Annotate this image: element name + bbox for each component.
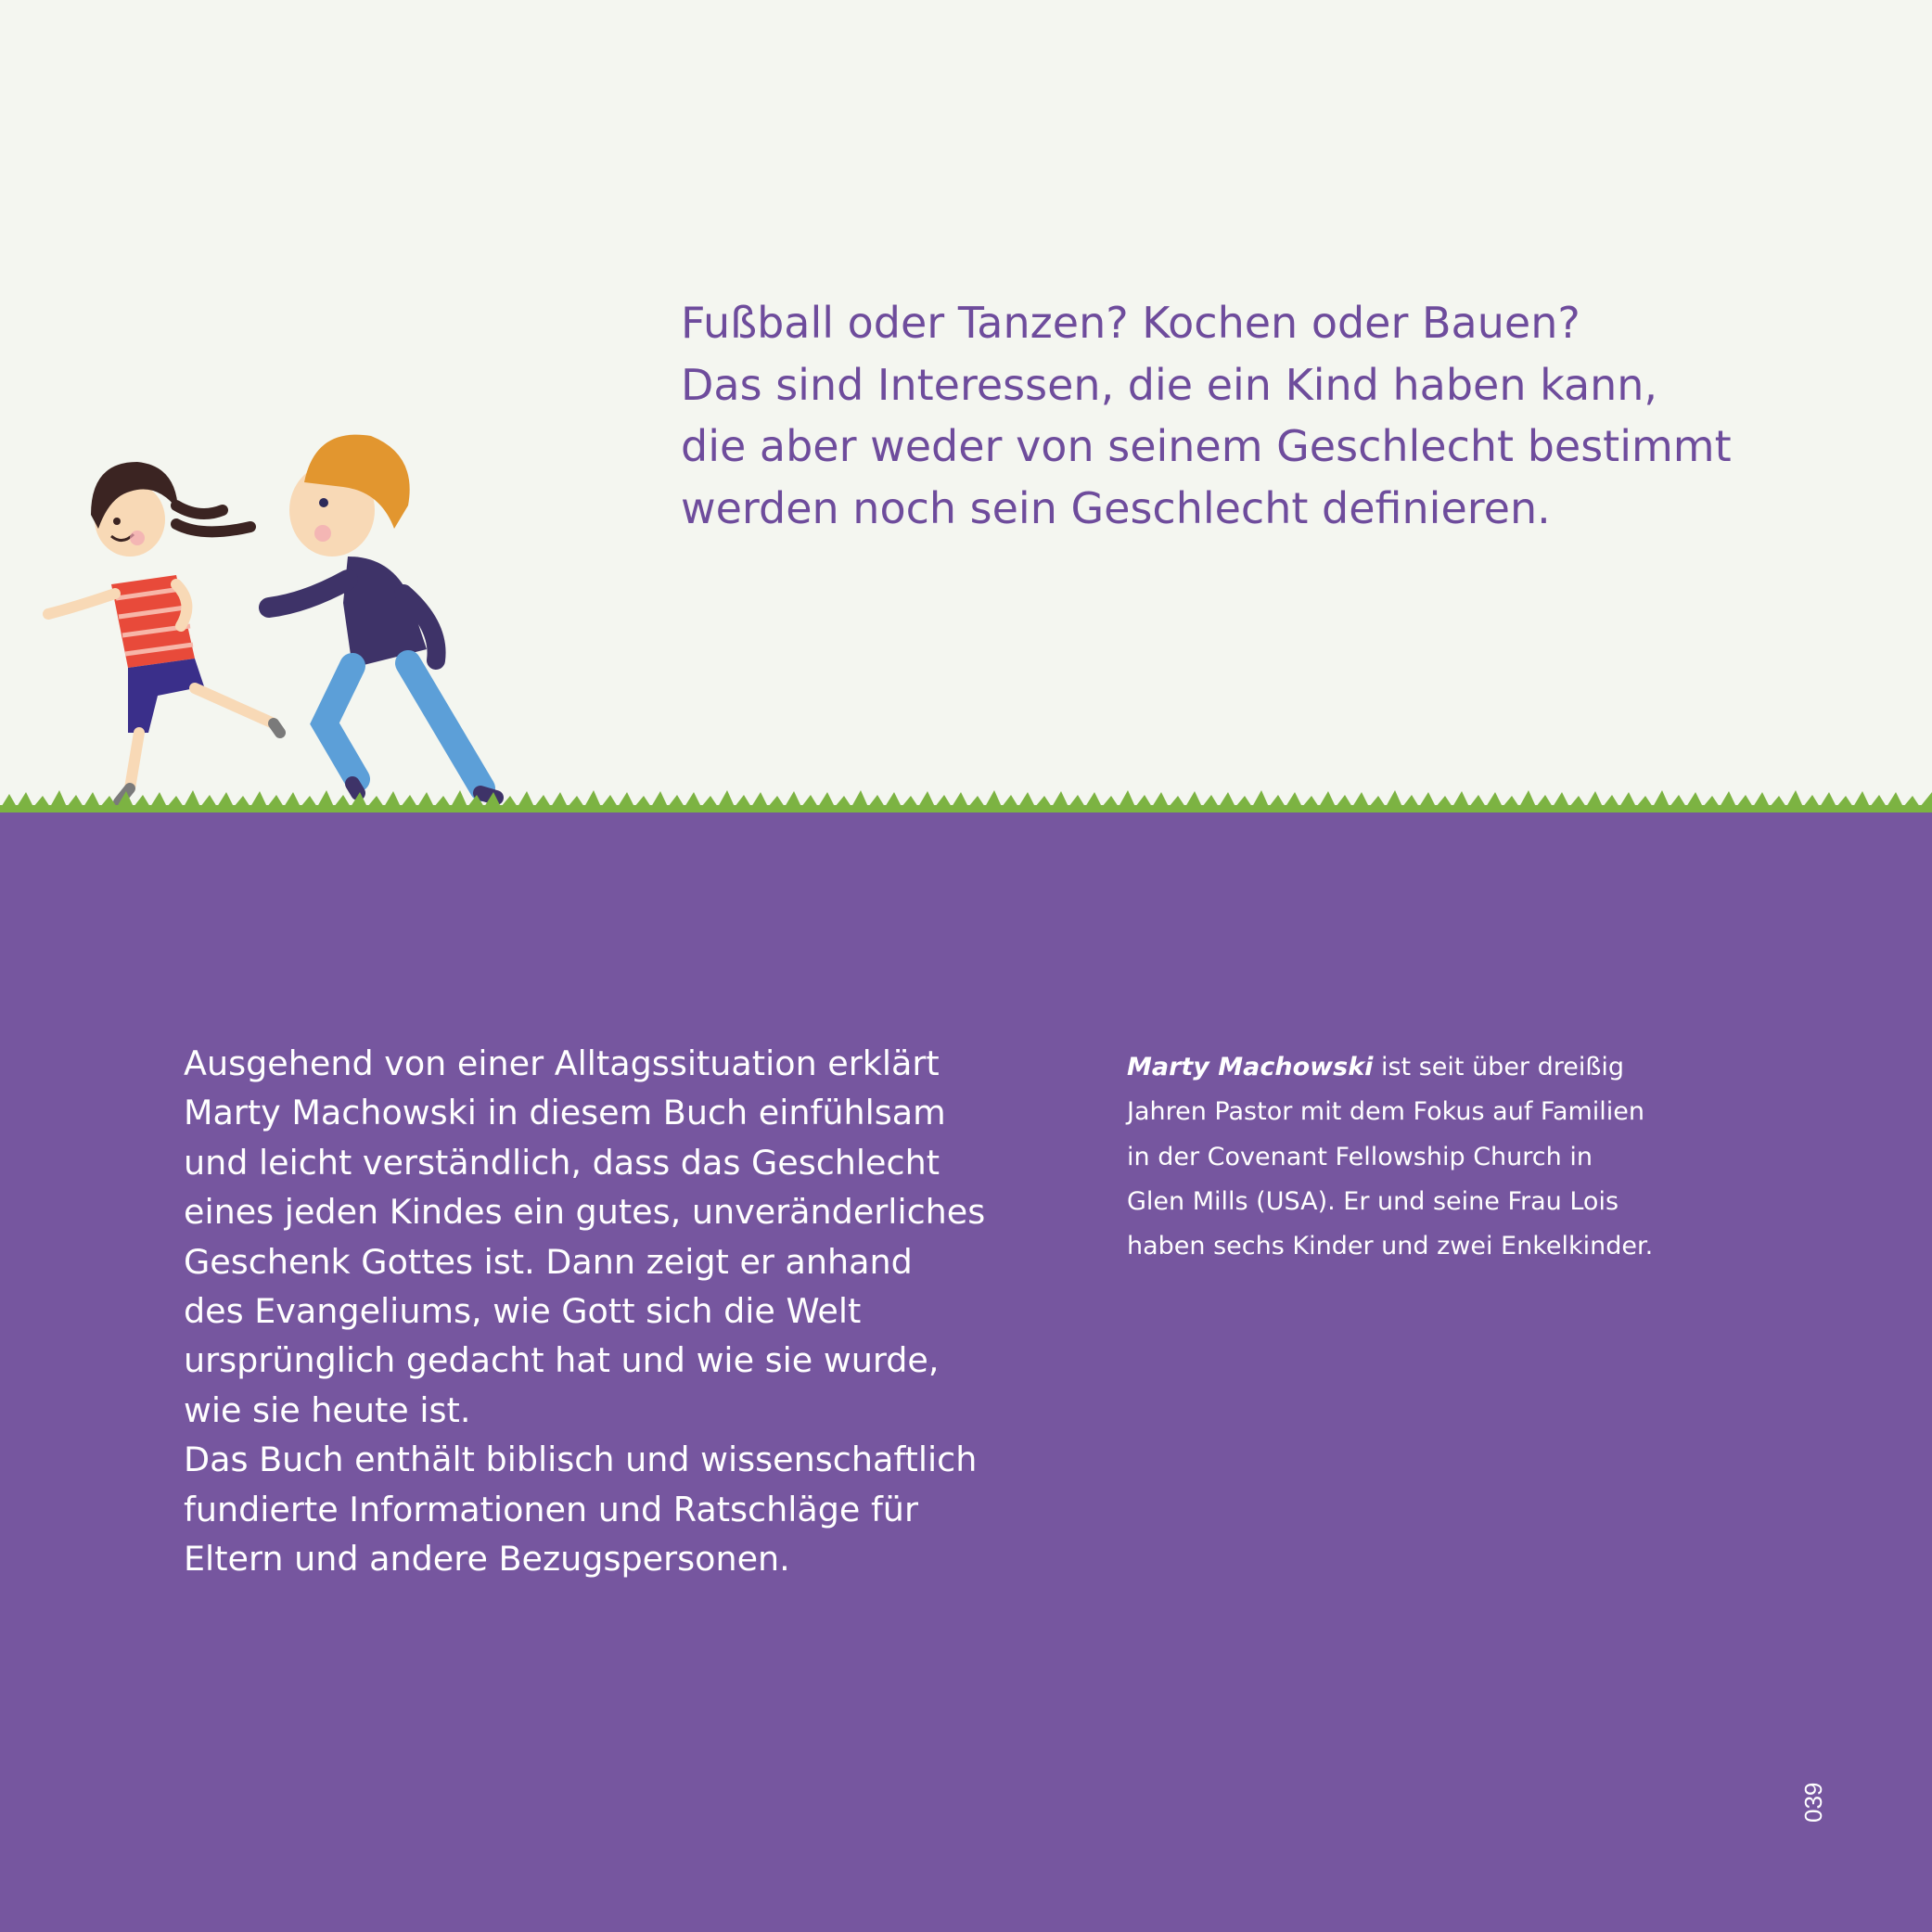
description-line: ursprünglich gedacht hat und wie sie wurde, <box>184 1340 940 1381</box>
tagline-line: die aber weder von seinem Geschlecht bestimmt <box>681 421 1732 471</box>
bio-line: in der Covenant Fellowship Church in <box>1127 1142 1593 1171</box>
description-line: und leicht verständlich, dass das Geschlecht <box>184 1142 940 1183</box>
tagline-line: Fußball oder Tanzen? Kochen oder Bauen? <box>681 298 1580 348</box>
author-name: Marty Machowski <box>1127 1053 1374 1081</box>
description-line: Ausgehend von einer Alltagssituation erklärt <box>184 1043 940 1083</box>
boy-figure <box>269 435 496 798</box>
book-description <box>184 1039 986 1583</box>
bio-line: Jahren Pastor mit dem Fokus auf Familien <box>1127 1097 1645 1127</box>
description-line: Marty Machowski in diesem Buch einfühlsam <box>184 1093 946 1133</box>
description-line: eines jeden Kindes ein gutes, unveränderliches <box>184 1192 986 1233</box>
bio-line: Glen Mills (USA). Er und seine Frau Lois <box>1127 1186 1619 1216</box>
description-line: des Evangeliums, wie Gott sich die Welt <box>184 1291 862 1332</box>
description-line: fundierte Informationen und Ratschläge für <box>184 1489 918 1529</box>
girl-figure <box>48 462 280 802</box>
tagline-line: werden noch sein Geschlecht definieren. <box>681 482 1551 533</box>
description-line: Eltern und andere Bezugspersonen. <box>184 1539 790 1580</box>
description-line: Das Buch enthält biblisch und wissenschaftlich <box>184 1439 978 1480</box>
author-bio <box>1127 1045 1702 1269</box>
tagline-text <box>681 292 1794 539</box>
running-children-illustration <box>37 417 519 816</box>
bio-line <box>1127 1045 1702 1090</box>
description-line: wie sie heute ist. <box>184 1389 471 1430</box>
bio-line: haben sechs Kinder und zwei Enkelkinder. <box>1127 1232 1654 1261</box>
description-line: Geschenk Gottes ist. Dann zeigt er anhand <box>184 1241 913 1282</box>
bio-line-rest: ist seit über dreißig <box>1373 1053 1625 1081</box>
tagline-line: Das sind Interessen, die ein Kind haben kann, <box>681 359 1658 410</box>
page-number: 039 <box>1799 1782 1827 1823</box>
